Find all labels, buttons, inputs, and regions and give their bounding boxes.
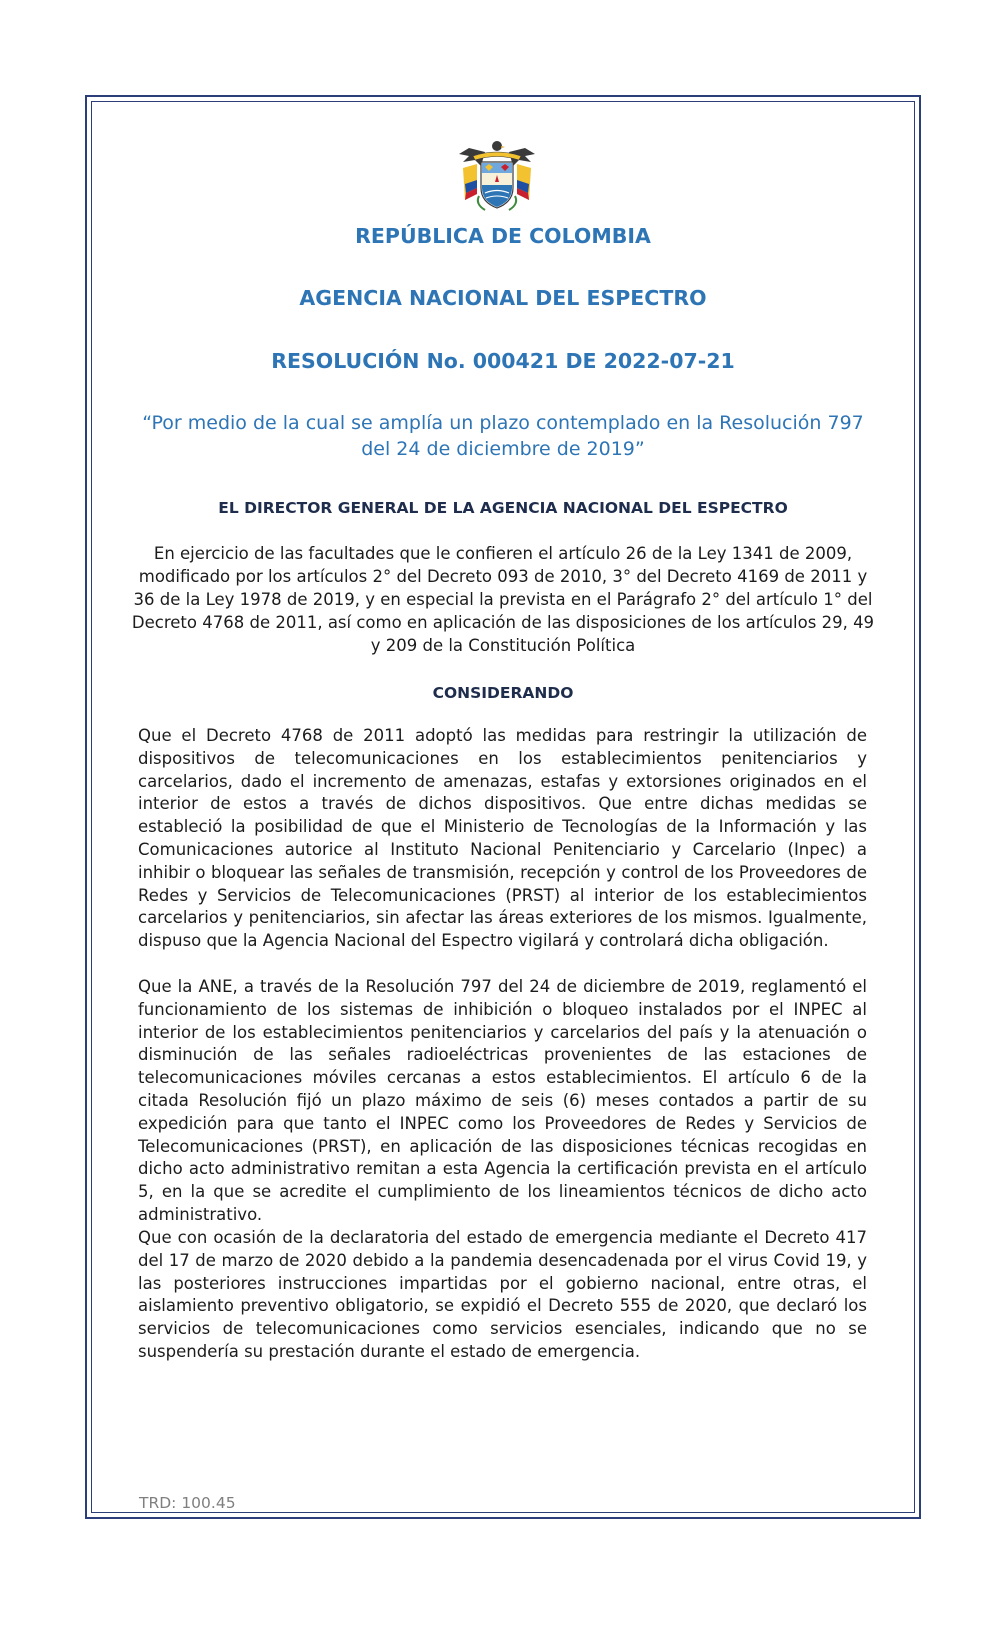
trd-code: TRD: 100.45 [139,1494,236,1512]
colombia-coat-of-arms-icon [455,138,539,214]
considerando-paragraph-2: Que la ANE, a través de la Resolución 797 del 24 de diciembre de 2019, reglamentó el funcionamiento de los sistemas de inhibición o bloqueo instalados por el INPEC al interior de los establecimientos penitenciarios y carcelarios del país y la atenuación o disminución de las señales radioeléctricas provenientes de las estaciones de telecomunicaciones móviles cercanas a estos establecimientos. El artículo 6 de la citada Resolución fijó un plazo máximo de seis (6) meses contados a partir de su expedición para que tanto el INPEC como los Proveedores de Redes y Servicios de Telecomunicaciones (PRST), en aplicación de las disposiciones técnicas recogidas en dicho acto administrativo remitan a esta Agencia la certificación prevista en el artículo 5, en la que se acredite el cumplimiento de los lineamientos técnicos de dicho acto administrativo. [138,977,867,1224]
considerando-paragraph-3: Que con ocasión de la declaratoria del estado de emergencia mediante el Decreto 417 del 17 de marzo de 2020 debido a la pandemia desencadenada por el virus Covid 19, y las posteriores instrucciones impartidas por el gobierno nacional, entre otras, el aislamiento preventivo obligatorio, se expidió el Decreto 555 de 2020, que declaró los servicios de telecomunicaciones como servicios esenciales, indicando que no se suspendería su prestación durante el estado de emergencia. [138,1228,867,1361]
considerando-paragraph-1: Que el Decreto 4768 de 2011 adoptó las medidas para restringir la utilización de dispositivos de telecomunicaciones en los establecimientos penitenciarios y carcelarios, dado el incremento de amenazas, estafas y extorsiones originados en el interior de estos a través de dichos dispositivos. Que entre dichas medidas se estableció la posibilidad de que el Ministerio de Tecnologías de la Información y las Comunicaciones autorice al Instituto Nacional Penitenciario y Carcelario (Inpec) a inhibir o bloquear las señales de transmisión, recepción y control de los Proveedores de Redes y Servicios de Telecomunicaciones (PRST) al interior de los establecimientos carcelarios y penitenciarios, sin afectar las áreas exteriores de los mismos. Igualmente, dispuso que la Agencia Nacional del Espectro vigilará y controlará dicha obligación. [138,726,867,951]
resolution-title: RESOLUCIÓN No. 000421 DE 2022-07-21 [271,349,735,373]
considerando-heading: CONSIDERANDO [432,684,574,702]
country-title: REPÚBLICA DE COLOMBIA [355,224,651,248]
agency-title: AGENCIA NACIONAL DEL ESPECTRO [299,286,707,310]
facultades-paragraph: En ejercicio de las facultades que le confieren el artículo 26 de la Ley 1341 de 2009, modificado por los artículos 2° del Decreto 093 de 2010, 3° del Decreto 4169 de 2011 y 36 de la Ley 1978 de 2019, y en especial la prevista en el Parágrafo 2° del artículo 1° del Decreto 4768 de 2011, así como en aplicación de las disposiciones de los artículos 29, 49 y 209 de la Constitución Política [131,544,875,655]
director-heading: EL DIRECTOR GENERAL DE LA AGENCIA NACIONAL DEL ESPECTRO [218,499,788,517]
resolution-subtitle: “Por medio de la cual se amplía un plazo contemplado en la Resolución 797 del 24 de diciembre de 2019” [142,412,864,460]
